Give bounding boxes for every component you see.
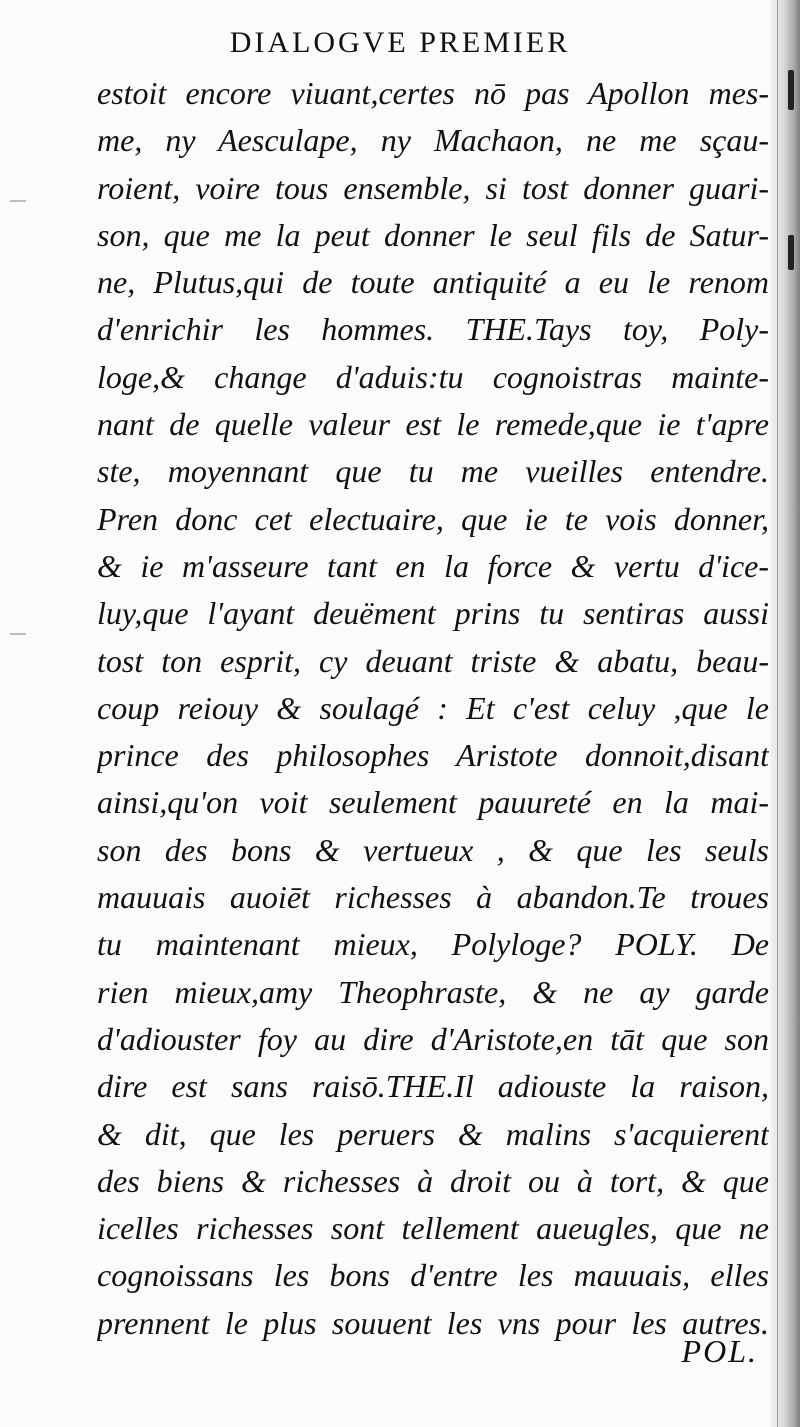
text-line: me, ny Aesculape, ny Machaon, ne me sçau-: [97, 122, 769, 159]
text-line: loge,& change d'aduis:tu cognoistras mainte-: [97, 358, 769, 395]
page-edge-line: [777, 0, 778, 1427]
text-line: estoit encore viuant,certes nō pas Apollon mes-: [97, 75, 769, 111]
edge-mark: [788, 235, 794, 270]
text-line: tost ton esprit, cy deuant triste & abatu, beau-: [97, 642, 769, 679]
text-line: tu maintenant mieux, Polyloge? POLY. De: [97, 926, 769, 963]
text-line: mauuais auoiēt richesses à abandon.Te troues: [97, 879, 769, 916]
text-line: & dit, que les peruers & malins s'acquierent: [97, 1115, 769, 1152]
running-head: DIALOGVE PREMIER: [229, 26, 571, 59]
text-line: des biens & richesses à droit ou à tort, & que: [97, 1162, 769, 1199]
edge-mark: [788, 70, 794, 110]
text-line: & ie m'asseure tant en la force & vertu d'ice-: [97, 547, 769, 584]
margin-mark: [10, 633, 26, 635]
text-line: d'adiouster foy au dire d'Aristote,en tāt que son: [97, 1020, 769, 1057]
text-line: ne, Plutus,qui de toute antiquité a eu le renom: [97, 264, 769, 301]
catchword: POL.: [681, 1333, 758, 1369]
text-line: ainsi,qu'on voit seulement pauureté en la mai-: [97, 784, 769, 821]
text-line: ste, moyennant que tu me vueilles entendre.: [97, 453, 769, 490]
text-line: roient, voire tous ensemble, si tost donner guari-: [97, 169, 769, 206]
text-line: nant de quelle valeur est le remede,que ie t'apre: [97, 406, 769, 443]
text-line: d'enrichir les hommes. THE.Tays toy, Poly-: [97, 311, 769, 348]
body-text: [97, 70, 769, 1347]
text-line: prennent le plus souuent les vns pour les autres.: [97, 1304, 769, 1341]
text-line: icelles richesses sont tellement aueugles, que ne: [97, 1210, 769, 1247]
text-line: prince des philosophes Aristote donnoit,disant: [97, 737, 769, 774]
text-line: cognoissans les bons d'entre les mauuais, elles: [97, 1257, 769, 1294]
page-edge-shadow: [770, 0, 800, 1427]
text-line: coup reiouy & soulagé : Et c'est celuy ,que le: [97, 689, 769, 726]
text-line: son des bons & vertueux , & que les seuls: [97, 831, 769, 868]
margin-mark: [10, 200, 26, 202]
text-line: dire est sans raisō.THE.Il adiouste la raison,: [97, 1068, 769, 1105]
text-line: luy,que l'ayant deuëment prins tu sentiras aussi: [97, 595, 769, 632]
text-line: Pren donc cet electuaire, que ie te vois donner,: [97, 500, 769, 537]
text-line: son, que me la peut donner le seul fils de Satur-: [97, 216, 769, 253]
text-line: rien mieux,amy Theophraste, & ne ay garde: [97, 973, 769, 1010]
